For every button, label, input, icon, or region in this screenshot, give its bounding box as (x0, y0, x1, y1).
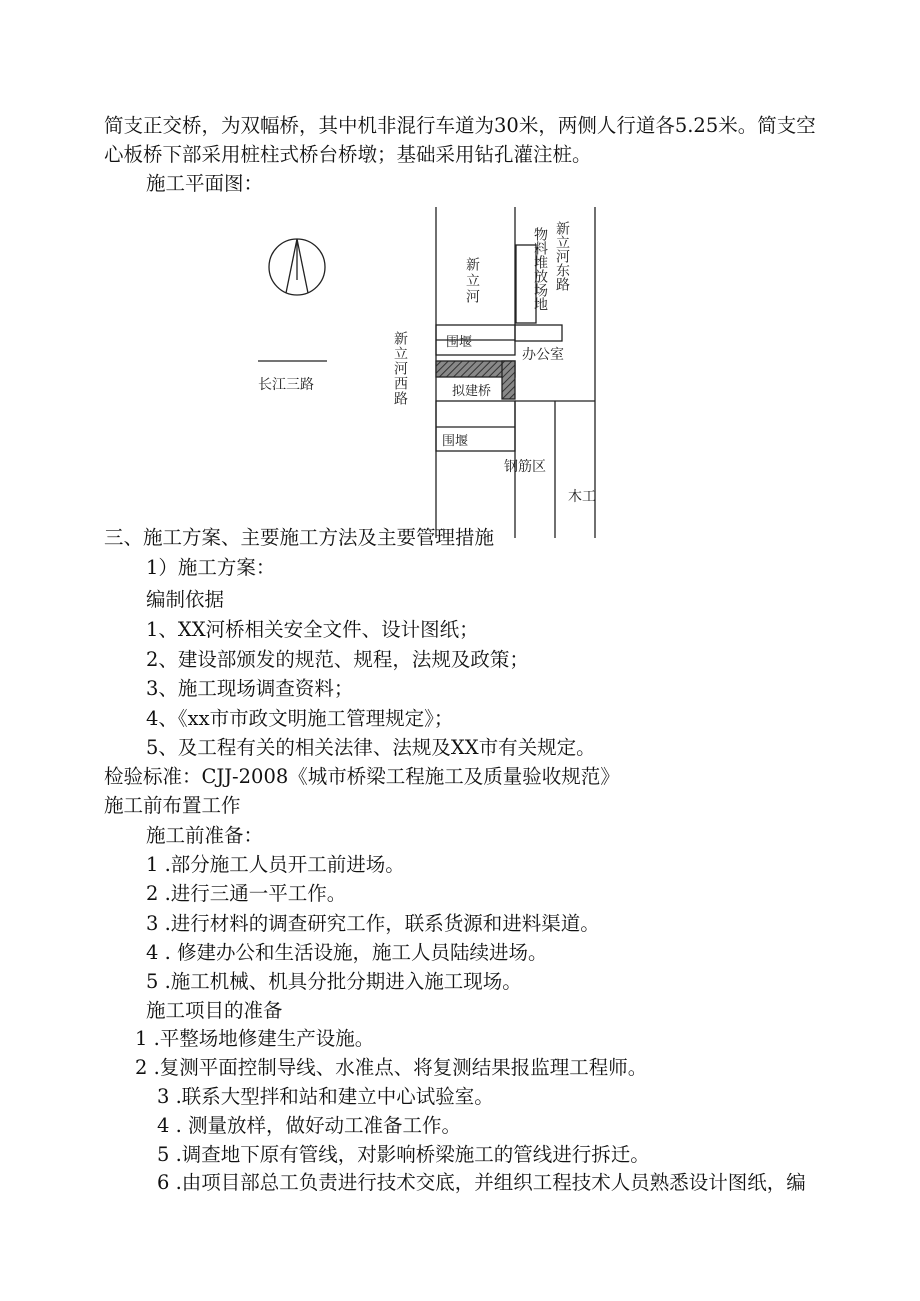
items-title: 施工项目的准备 (146, 999, 283, 1022)
site-plan-diagram (250, 205, 610, 540)
material-yard-label: 物料堆放场地 (532, 227, 548, 311)
proposed-bridge-label: 拟建桥 (452, 384, 492, 399)
office-box (515, 325, 562, 341)
project-item: 3 .联系大型拌和站和建立中心试验室。 (157, 1085, 494, 1108)
left-road-label: 长江三路 (258, 377, 314, 393)
project-item: 6 .由项目部总工负责进行技术交底，并组织工程技术人员熟悉设计图纸，编 (157, 1171, 806, 1194)
basis-item: 4、《xx市市政文明施工管理规定》； (146, 707, 454, 730)
prep-work-title: 施工前布置工作 (104, 794, 241, 817)
plan-label: 1）施工方案： (146, 556, 276, 579)
prep-item: 2 .进行三通一平工作。 (146, 882, 347, 905)
basis-item: 3、施工现场调查资料； (146, 677, 354, 700)
proposed-bridge-hatch-side (502, 361, 515, 399)
inspection-standard: 检验标准：CJJ-2008《城市桥梁工程施工及质量验收规范》 (104, 765, 620, 788)
prep-item: 5 .施工机械、机具分批分期进入施工现场。 (146, 970, 522, 993)
project-item: 2 .复测平面控制导线、水准点、将复测结果报监理工程师。 (135, 1056, 648, 1079)
carpentry-label: 木工 (568, 489, 596, 505)
basis-item: 5、及工程有关的相关法律、法规及XX市有关规定。 (146, 736, 596, 759)
basis-item: 1、XX河桥相关安全文件、设计图纸； (146, 618, 479, 641)
rebar-area-label: 钢筋区 (504, 459, 546, 475)
cofferdam-bottom-label: 围堰 (442, 434, 469, 449)
river-label: 新立河 (464, 257, 480, 305)
prep-item: 3 .进行材料的调查研究工作，联系货源和进料渠道。 (146, 912, 600, 935)
prep-title: 施工前准备： (146, 824, 264, 847)
north-arrow-icon (269, 239, 325, 295)
west-road-label: 新立河西路 (392, 331, 408, 406)
intro-line-1: 简支正交桥，为双幅桥，其中机非混行车道为30米，两侧人行道各5.25米。简支空 (104, 114, 816, 137)
project-item: 4 . 测量放样，做好动工准备工作。 (157, 1114, 462, 1137)
intro-line-2: 心板桥下部采用桩柱式桥台桥墩；基础采用钻孔灌注桩。 (104, 143, 592, 166)
office-label: 办公室 (522, 347, 564, 363)
section-3-heading: 三、施工方案、主要施工方法及主要管理措施 (104, 526, 495, 549)
project-item: 1 .平整场地修建生产设施。 (135, 1027, 375, 1050)
basis-title: 编制依据 (146, 588, 225, 611)
east-road-label: 新立河东路 (554, 221, 570, 291)
prep-item: 1 .部分施工人员开工前进场。 (146, 853, 405, 876)
project-item: 5 .调查地下原有管线，对影响桥梁施工的管线进行拆迁。 (157, 1143, 650, 1166)
cofferdam-top-label: 围堰 (446, 335, 473, 350)
prep-item: 4 . 修建办公和生活设施，施工人员陆续进场。 (146, 941, 548, 964)
basis-item: 2、建设部颁发的规范、规程，法规及政策； (146, 648, 529, 671)
plan-title: 施工平面图： (146, 172, 264, 195)
